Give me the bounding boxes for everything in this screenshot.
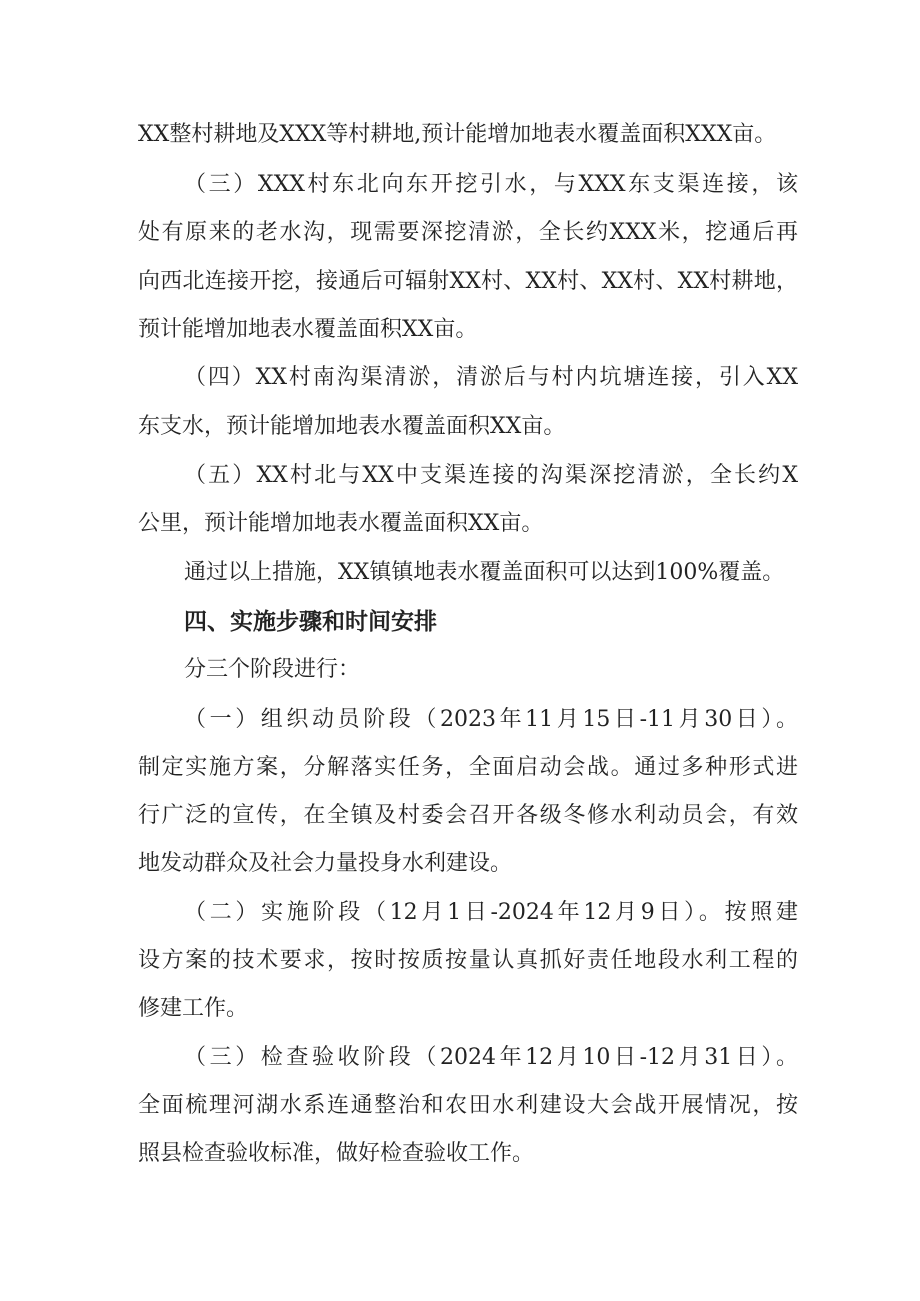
paragraph-3-line-2: 处有原来的老水沟，现需要深挖清淤，全长约XXX米，挖通后再 xyxy=(138,220,798,245)
paragraph-stage-1-line-2: 制定实施方案，分解落实任务，全面启动会战。通过多种形式进 xyxy=(138,755,798,780)
paragraph-stage-2-line-2: 设方案的技术要求，按时按质按量认真抓好责任地段水利工程的 xyxy=(138,948,798,973)
paragraph-stage-1-line-3: 行广泛的宣传，在全镇及村委会召开各级冬修水利动员会，有效 xyxy=(138,803,798,828)
paragraph-summary: 通过以上措施，XX镇镇地表水覆盖面积可以达到100%覆盖。 xyxy=(184,560,785,585)
paragraph-5-line-2: 公里，预计能增加地表水覆盖面积XX亩。 xyxy=(138,511,544,536)
paragraph-4-line-2: 东支水，预计能增加地表水覆盖面积XX亩。 xyxy=(138,414,566,439)
paragraph-stage-1-line-1: （一）组织动员阶段（2023年11月15日-11月30日）。 xyxy=(184,707,798,732)
paragraph-stage-1-line-4: 地发动群众及社会力量投身水利建设。 xyxy=(138,851,513,876)
paragraph-3-line-3: 向西北连接开挖，接通后可辐射XX村、XX村、XX村、XX村耕地， xyxy=(138,269,798,294)
paragraph-3-line-4: 预计能增加地表水覆盖面积XX亩。 xyxy=(138,317,478,342)
paragraph-stage-3-line-3: 照县检查验收标准，做好检查验收工作。 xyxy=(138,1141,535,1166)
paragraph-intro-line-1: XX整村耕地及XXX等村耕地,预计能增加地表水覆盖面积XXX亩。 xyxy=(138,122,777,147)
paragraph-5-line-1: （五）XX村北与XX中支渠连接的沟渠深挖清淤，全长约X xyxy=(184,463,798,488)
section-heading: 四、实施步骤和时间安排 xyxy=(184,609,437,635)
paragraph-4-line-1: （四）XX村南沟渠清淤，清淤后与村内坑塘连接，引入XX xyxy=(184,365,798,390)
paragraph-stage-2-line-1: （二）实施阶段（12月1日-2024年12月9日）。按照建 xyxy=(184,900,798,925)
paragraph-stage-2-line-3: 修建工作。 xyxy=(138,996,249,1021)
paragraph-3-line-1: （三）XXX村东北向东开挖引水，与XXX东支渠连接，该 xyxy=(184,172,798,197)
paragraph-stage-3-line-1: （三）检查验收阶段（2024年12月10日-12月31日）。 xyxy=(184,1045,798,1070)
paragraph-stages-intro: 分三个阶段进行： xyxy=(184,657,361,682)
paragraph-stage-3-line-2: 全面梳理河湖水系连通整治和农田水利建设大会战开展情况，按 xyxy=(138,1093,798,1118)
